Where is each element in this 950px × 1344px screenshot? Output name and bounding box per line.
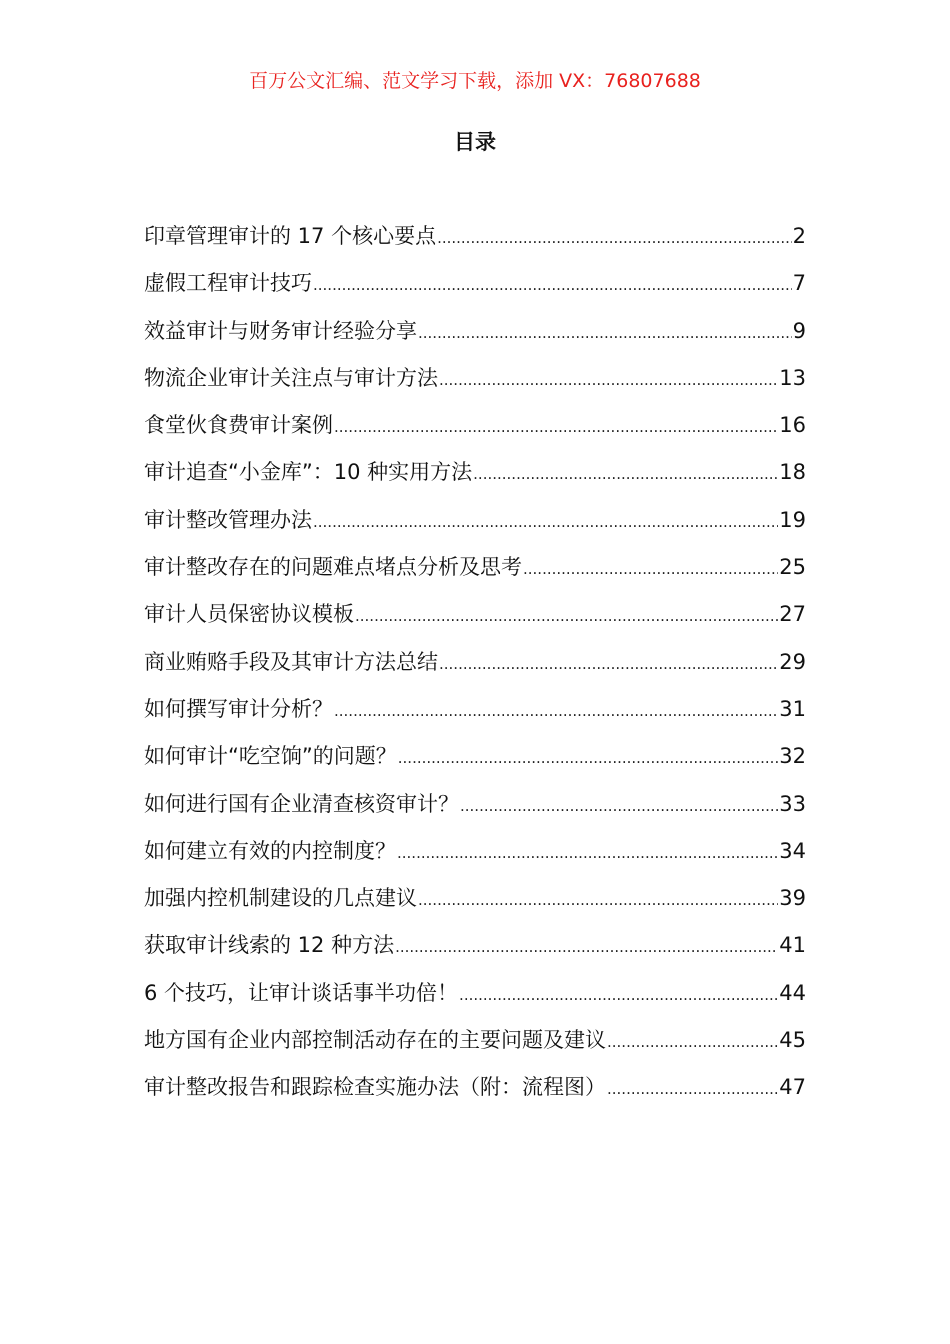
toc-entry[interactable] [144, 686, 806, 733]
toc-title: 目录 [454, 130, 496, 154]
toc-dot-leader [439, 357, 778, 402]
toc-page-number: 19 [779, 507, 806, 532]
toc-entry[interactable] [144, 260, 806, 307]
toc-entry[interactable] [144, 497, 806, 544]
toc-page-number: 7 [792, 271, 806, 296]
toc-entry-title: 获取审计线索的 12 种方法 [144, 933, 395, 958]
toc-page-number: 47 [779, 1075, 806, 1100]
toc-page-number: 16 [779, 413, 806, 438]
toc-dot-leader [313, 499, 778, 544]
toc-page-number: 9 [792, 318, 806, 343]
toc-dot-leader [439, 641, 778, 686]
toc-entry-title: 审计整改管理办法 [144, 507, 312, 532]
toc-page-number: 44 [779, 980, 806, 1005]
toc-entry[interactable] [144, 639, 806, 686]
toc-dot-leader [473, 451, 778, 496]
toc-entry[interactable] [144, 922, 806, 969]
toc-dot-leader [459, 972, 778, 1017]
toc-entry[interactable] [144, 591, 806, 638]
toc-page-number: 29 [779, 649, 806, 674]
toc-page-number: 34 [779, 838, 806, 863]
toc-page-number: 32 [779, 744, 806, 769]
toc-entry-title: 审计追查“小金库”：10 种实用方法 [144, 460, 473, 485]
toc-page-number: 41 [779, 933, 806, 958]
toc-entry-title: 物流企业审计关注点与审计方法 [144, 365, 438, 390]
toc-dot-leader [460, 783, 778, 828]
toc-entry[interactable] [144, 828, 806, 875]
toc-entry[interactable] [144, 544, 806, 591]
toc-entry-title: 效益审计与财务审计经验分享 [144, 318, 417, 343]
toc-entry[interactable] [144, 1017, 806, 1064]
toc-page-number: 25 [779, 555, 806, 580]
toc-page-number: 45 [779, 1028, 806, 1053]
toc-entry-title: 审计人员保密协议模板 [144, 602, 354, 627]
toc-page-number: 31 [779, 696, 806, 721]
toc-page-number: 39 [779, 886, 806, 911]
toc-entry-title: 审计整改报告和跟踪检查实施办法（附：流程图） [144, 1075, 606, 1100]
toc-dot-leader [418, 877, 778, 922]
toc-dot-leader [355, 593, 778, 638]
toc-entry[interactable] [144, 733, 806, 780]
toc-entry[interactable] [144, 308, 806, 355]
toc-entry[interactable] [144, 402, 806, 449]
toc-page-number: 13 [779, 365, 806, 390]
toc-dot-leader [395, 924, 778, 969]
toc-page-number: 33 [779, 791, 806, 816]
toc-entry[interactable] [144, 970, 806, 1017]
toc-list [144, 213, 806, 1112]
toc-dot-leader [334, 404, 778, 449]
toc-entry-title: 如何进行国有企业清查核资审计？ [144, 791, 459, 816]
toc-dot-leader [334, 688, 778, 733]
toc-entry-title: 如何审计“吃空饷”的问题？ [144, 744, 397, 769]
toc-entry[interactable] [144, 1064, 806, 1111]
toc-entry-title: 地方国有企业内部控制活动存在的主要问题及建议 [144, 1028, 606, 1053]
toc-entry-title: 审计整改存在的问题难点堵点分析及思考 [144, 555, 522, 580]
toc-entry[interactable] [144, 355, 806, 402]
toc-entry[interactable] [144, 781, 806, 828]
toc-entry-title: 加强内控机制建设的几点建议 [144, 886, 417, 911]
toc-page-number: 18 [779, 460, 806, 485]
toc-dot-leader [437, 215, 792, 260]
toc-dot-leader [313, 262, 792, 307]
toc-entry[interactable] [144, 875, 806, 922]
toc-dot-leader [398, 735, 779, 780]
toc-entry-title: 虚假工程审计技巧 [144, 271, 312, 296]
toc-dot-leader [607, 1019, 778, 1064]
toc-entry-title: 如何撰写审计分析？ [144, 696, 333, 721]
toc-dot-leader [397, 830, 778, 875]
toc-entry-title: 食堂伙食费审计案例 [144, 413, 333, 438]
toc-dot-leader [523, 546, 778, 591]
toc-entry[interactable] [144, 449, 806, 496]
toc-entry-title: 如何建立有效的内控制度？ [144, 838, 396, 863]
toc-dot-leader [418, 310, 792, 355]
toc-entry-title: 商业贿赂手段及其审计方法总结 [144, 649, 438, 674]
header-notice: 百万公文汇编、范文学习下载，添加 VX：76807688 [249, 70, 701, 92]
toc-entry-title: 6 个技巧，让审计谈话事半功倍！ [144, 980, 459, 1005]
toc-entry[interactable] [144, 213, 806, 260]
toc-dot-leader [607, 1066, 778, 1111]
toc-page-number: 2 [792, 224, 806, 248]
toc-page-number: 27 [779, 602, 806, 627]
toc-entry-title: 印章管理审计的 17 个核心要点 [144, 224, 437, 248]
